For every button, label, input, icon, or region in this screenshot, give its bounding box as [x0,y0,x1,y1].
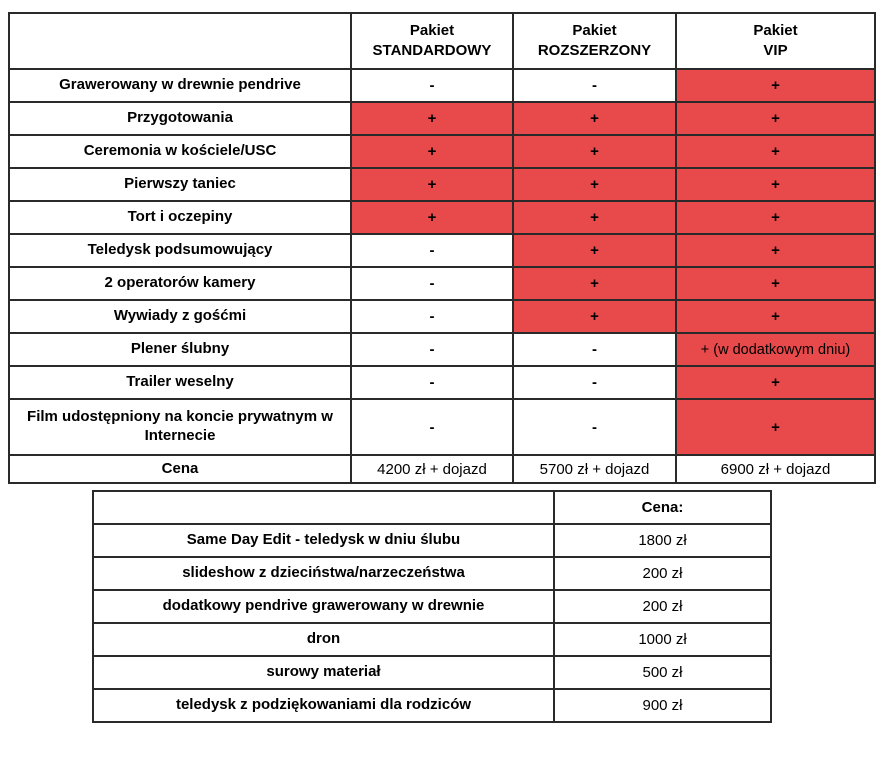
packages-header-row [9,13,875,69]
package-header-vip [676,13,875,69]
package-value-cell: + [351,168,513,201]
feature-label: Ceremonia w kościele/USC [9,135,351,168]
price-row [9,455,875,483]
package-value-cell: + [513,234,676,267]
package-value-cell: + [351,201,513,234]
package-value-cell: - [351,69,513,102]
table-row [9,201,875,234]
addon-price: 1000 zł [554,623,771,656]
addon-price: 900 zł [554,689,771,722]
addon-label: dron [93,623,554,656]
package-value-cell: + [513,300,676,333]
addon-price: 500 zł [554,656,771,689]
addon-price: 200 zł [554,590,771,623]
package-value-cell: - [513,69,676,102]
addon-price: 1800 zł [554,524,771,557]
package-price-cell: 5700 zł + dojazd [513,455,676,483]
package-value-cell: + [676,168,875,201]
package-value-cell: + [676,69,875,102]
package-value-cell: - [351,300,513,333]
feature-label: Tort i oczepiny [9,201,351,234]
package-header-standard [351,13,513,69]
package-value-cell: + (w dodatkowym dniu) [676,333,875,366]
table-row [9,366,875,399]
package-value-cell: - [351,234,513,267]
table-row [9,135,875,168]
feature-label: Trailer weselny [9,366,351,399]
package-value-cell: + [676,201,875,234]
addon-label: slideshow z dzieciństwa/narzeczeństwa [93,557,554,590]
package-price-cell: 6900 zł + dojazd [676,455,875,483]
table-row [9,267,875,300]
package-value-cell: - [351,366,513,399]
package-value-cell: + [676,399,875,455]
addon-label: teledysk z podziękowaniami dla rodziców [93,689,554,722]
addons-header-row [93,491,771,524]
addon-label: Same Day Edit - teledysk w dniu ślubu [93,524,554,557]
packages-header-empty-cell [9,13,351,69]
package-name-line2: STANDARDOWY [372,42,492,59]
feature-label: Pierwszy taniec [9,168,351,201]
addon-label: dodatkowy pendrive grawerowany w drewnie [93,590,554,623]
package-name-line2: ROZSZERZONY [537,42,652,59]
addon-price: 200 zł [554,557,771,590]
package-value-cell: + [513,135,676,168]
table-row [93,656,771,689]
feature-label: Teledysk podsumowujący [9,234,351,267]
feature-label: Film udostępniony na koncie prywatnym w Internecie [9,399,351,455]
package-value-cell: + [676,300,875,333]
addon-label: surowy materiał [93,656,554,689]
package-header-extended [513,13,676,69]
table-row [9,102,875,135]
table-row [93,689,771,722]
package-name-line1: Pakiet [409,21,455,39]
packages-table [8,12,876,484]
table-row [93,590,771,623]
package-name-line2: VIP [763,42,788,59]
package-value-cell: - [513,399,676,455]
package-value-cell: - [351,399,513,455]
package-value-cell: + [513,168,676,201]
package-name-line1: Pakiet [572,21,617,39]
feature-label: Grawerowany w drewnie pendrive [9,69,351,102]
price-row-label: Cena [9,455,351,483]
table-row [9,234,875,267]
package-value-cell: + [351,135,513,168]
table-row [93,623,771,656]
package-name-line1: Pakiet [753,21,798,39]
table-row [93,524,771,557]
table-row [9,300,875,333]
feature-label: Wywiady z gośćmi [9,300,351,333]
package-value-cell: - [513,366,676,399]
package-value-cell: - [513,333,676,366]
package-value-cell: + [676,135,875,168]
table-row [9,399,875,455]
table-row [93,557,771,590]
package-value-cell: + [513,267,676,300]
addons-price-header: Cena: [554,491,771,524]
package-value-cell: + [513,201,676,234]
table-row [9,333,875,366]
package-value-cell: - [351,267,513,300]
package-value-cell: + [676,102,875,135]
package-value-cell: - [351,333,513,366]
addons-table [92,490,772,723]
feature-label: Przygotowania [9,102,351,135]
package-value-cell: + [513,102,676,135]
feature-label: 2 operatorów kamery [9,267,351,300]
addons-header-empty-cell [93,491,554,524]
table-row [9,69,875,102]
feature-label: Plener ślubny [9,333,351,366]
package-value-cell: + [676,234,875,267]
package-value-cell: + [676,267,875,300]
package-price-cell: 4200 zł + dojazd [351,455,513,483]
table-row [9,168,875,201]
package-value-cell: + [351,102,513,135]
package-value-cell: + [676,366,875,399]
